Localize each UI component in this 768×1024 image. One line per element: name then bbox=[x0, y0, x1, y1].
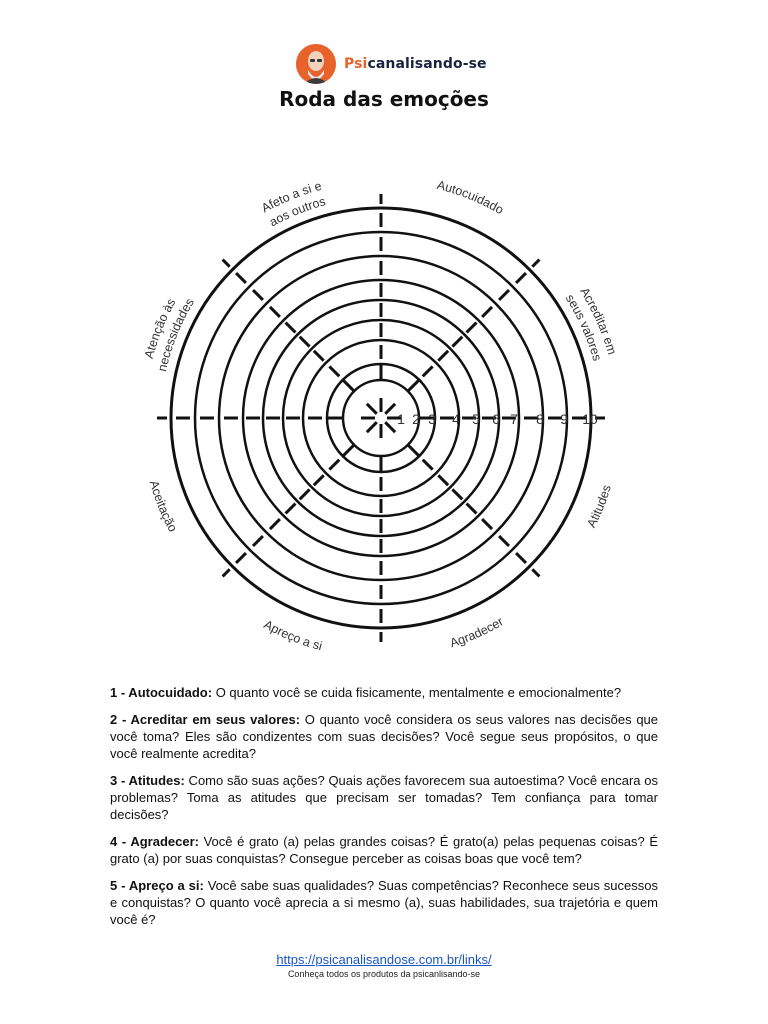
wheel-tick bbox=[223, 260, 230, 267]
section-label: Aceitação bbox=[146, 478, 180, 535]
wheel-center-spoke bbox=[385, 404, 395, 414]
wheel-tick bbox=[344, 446, 354, 456]
section-label: Autocuidado bbox=[435, 180, 507, 218]
section-label: Acreditar em bbox=[577, 285, 620, 357]
wheel-tick bbox=[286, 504, 296, 514]
wheel-tick bbox=[409, 381, 419, 391]
wheel-tick bbox=[329, 366, 339, 376]
wheel-tick bbox=[300, 337, 310, 347]
wheel-tick bbox=[344, 381, 354, 391]
founder-avatar-icon bbox=[296, 44, 336, 84]
wheel-ring bbox=[343, 380, 419, 456]
wheel-tick bbox=[286, 323, 296, 333]
wheel-tick bbox=[270, 307, 280, 317]
wheel-scale-numbers bbox=[397, 411, 598, 427]
wheel-tick bbox=[438, 475, 448, 485]
question-label: 2 - Acreditar em seus valores: bbox=[110, 712, 301, 727]
brand-logo bbox=[296, 44, 487, 84]
wheel-tick bbox=[499, 290, 509, 300]
wheel-tick bbox=[482, 307, 492, 317]
section-label: necessidades bbox=[155, 295, 197, 373]
question-text: Como são suas ações? Quais ações favorecem sua autoestima? Você encara os problemas? Toma as atitudes que precisam ser tomadas? Tem confiança para tomar decisões? bbox=[110, 773, 658, 822]
question-label: 3 - Atitudes: bbox=[110, 773, 185, 788]
wheel-center-spoke bbox=[385, 422, 395, 432]
emotion-wheel bbox=[0, 180, 768, 660]
question-item bbox=[110, 711, 658, 762]
wheel-tick bbox=[236, 273, 246, 283]
wheel-tick bbox=[532, 569, 539, 576]
wheel-tick bbox=[409, 446, 419, 456]
wheel-tick bbox=[516, 553, 526, 563]
wheel-center-spoke bbox=[367, 422, 377, 432]
question-text: Você é grato (a) pelas grandes coisas? É grato(a) pelas pequenas coisas? É grato (a) por suas conquistas? Consegue perceber as coisas boas que você tem? bbox=[110, 834, 658, 866]
question-text: O quanto você se cuida fisicamente, mentalmente e emocionalmente? bbox=[212, 685, 622, 700]
scale-number: 10 bbox=[582, 411, 598, 427]
scale-number: 9 bbox=[560, 411, 568, 427]
wheel-tick bbox=[253, 536, 263, 546]
scale-number: 4 bbox=[452, 411, 460, 427]
scale-number: 5 bbox=[472, 411, 480, 427]
question-list bbox=[110, 684, 658, 938]
wheel-tick bbox=[314, 351, 324, 361]
question-label: 4 - Agradecer: bbox=[110, 834, 199, 849]
scale-number: 8 bbox=[536, 411, 544, 427]
wheel-tick bbox=[236, 553, 246, 563]
scale-number: 3 bbox=[428, 411, 436, 427]
wheel-tick bbox=[452, 337, 462, 347]
wheel-tick bbox=[423, 366, 433, 376]
wheel-tick bbox=[253, 290, 263, 300]
wheel-tick bbox=[223, 569, 230, 576]
scale-number: 6 bbox=[492, 411, 500, 427]
brand-name-rest: canalisando-se bbox=[367, 56, 487, 72]
wheel-tick bbox=[452, 489, 462, 499]
footer-link[interactable]: https://psicanalisandose.com.br/links/ bbox=[276, 952, 492, 967]
question-label: 1 - Autocuidado: bbox=[110, 685, 213, 700]
wheel-tick bbox=[467, 504, 477, 514]
wheel-tick bbox=[532, 260, 539, 267]
wheel-tick bbox=[467, 323, 477, 333]
question-item bbox=[110, 772, 658, 823]
wheel-tick bbox=[499, 536, 509, 546]
scale-number: 7 bbox=[510, 411, 518, 427]
question-text: O quanto você considera os seus valores nas decisões que você toma? Eles são condizentes com suas decisões? Você segue seus propósitos, o que você realmente acredita? bbox=[110, 712, 659, 761]
section-label: Agradecer bbox=[448, 614, 506, 651]
question-item bbox=[110, 833, 658, 867]
section-label: aos outros bbox=[267, 194, 328, 230]
wheel-tick bbox=[270, 519, 280, 529]
section-label: Afeto a si e bbox=[259, 180, 324, 216]
question-text: Você sabe suas qualidades? Suas competências? Reconhece seus sucessos e conquistas? O quanto você aprecia a si mesmo (a), suas habilidades, sua trajetória e quem você é? bbox=[110, 878, 658, 927]
scale-number: 2 bbox=[412, 411, 420, 427]
wheel-tick bbox=[300, 489, 310, 499]
brand-name-accent: Psi bbox=[344, 56, 368, 72]
question-item bbox=[110, 877, 658, 928]
wheel-tick bbox=[482, 519, 492, 529]
wheel-tick bbox=[314, 475, 324, 485]
wheel-tick bbox=[516, 273, 526, 283]
page-title: Roda das emoções bbox=[279, 87, 489, 111]
section-label: Atitudes bbox=[584, 483, 614, 530]
brand-name bbox=[344, 56, 487, 72]
question-label: 5 - Apreço a si: bbox=[110, 878, 204, 893]
question-item bbox=[110, 684, 658, 701]
section-label: Apreço a si bbox=[261, 617, 324, 654]
wheel-tick bbox=[423, 460, 433, 470]
scale-number: 1 bbox=[397, 411, 405, 427]
wheel-tick bbox=[438, 351, 448, 361]
wheel-center-spoke bbox=[367, 404, 377, 414]
wheel-tick bbox=[329, 460, 339, 470]
footer-subtitle: Conheça todos os produtos da psicanlisando-se bbox=[287, 969, 481, 979]
section-label: seus valores bbox=[562, 291, 605, 363]
section-label: Atenção às bbox=[141, 296, 179, 361]
